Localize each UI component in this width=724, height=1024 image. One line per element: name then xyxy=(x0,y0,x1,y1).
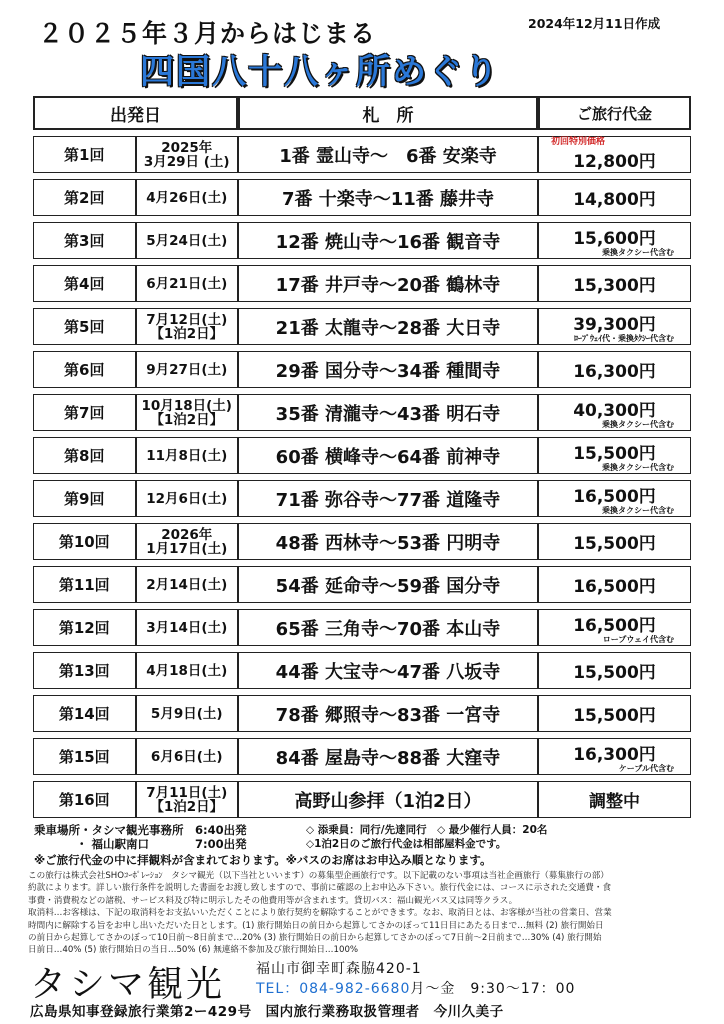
tour-price xyxy=(538,308,691,345)
trip-number: 第1回 xyxy=(33,136,136,173)
trip-number: 第16回 xyxy=(33,781,136,818)
schedule-table xyxy=(33,90,691,824)
date-line-2: 6月21日(土) xyxy=(146,275,228,292)
temple-range: 1番 霊山寺～ 6番 安楽寺 xyxy=(238,136,538,173)
header-subtitle: ２０２５年３月からはじまる xyxy=(38,19,377,48)
departure-date xyxy=(136,222,239,259)
price-value: 16,500円 xyxy=(573,577,656,597)
temple-range: 44番 大宝寺～47番 八坂寺 xyxy=(238,652,538,689)
date-line-1: 7月11日(土) xyxy=(146,784,228,801)
tour-price xyxy=(538,695,691,732)
table-row xyxy=(33,179,691,216)
tour-price xyxy=(538,609,691,646)
departure-date xyxy=(136,738,239,775)
temple-range: 高野山参拝（1泊2日） xyxy=(238,781,538,818)
price-value: 16,500円 xyxy=(573,616,656,636)
price-note: 乗換タクシー代含む xyxy=(602,248,674,257)
date-line-2: 5月24日(土) xyxy=(146,232,228,249)
temple-range: 48番 西林寺～53番 円明寺 xyxy=(238,523,538,560)
price-value: 15,500円 xyxy=(573,444,656,464)
price-note: ※ご旅行代金の中に拝観料が含まれております。※バスのお席はお申込み順となります。 xyxy=(34,853,492,867)
price-value: 15,500円 xyxy=(573,534,656,554)
terms-line: 事費・消費税などの諸税、サービス料及び特に明示したその他費用等が含まれます。貸切バス：福山観光バス又は同等クラス。 xyxy=(28,895,518,906)
tour-price xyxy=(538,652,691,689)
pickup-line1: 乗車場所・タシマ観光事務所 6:40出発 xyxy=(34,823,247,837)
trip-number: 第14回 xyxy=(33,695,136,732)
departure-date xyxy=(136,695,239,732)
temple-range: 29番 国分寺～34番 種間寺 xyxy=(238,351,538,388)
tour-price xyxy=(538,179,691,216)
terms-line: の前日から起算してさかのぼって10日前～8日前まで…20% (3) 旅行開始日の前日から起算してさかのぼって7日前～2日前まで…30% (4) 旅行開始 xyxy=(28,933,602,944)
table-row xyxy=(33,738,691,775)
terms-line: 日前日…40% (5) 旅行開始日の当日…50% (6) 無連絡不参加及び旅行開始日…100% xyxy=(28,945,359,956)
trip-number: 第15回 xyxy=(33,738,136,775)
company-name: タシマ観光 xyxy=(30,964,226,1005)
header-temples: 札 所 xyxy=(238,96,538,130)
trip-number: 第7回 xyxy=(33,394,136,431)
trip-number: 第2回 xyxy=(33,179,136,216)
temple-range: 60番 横峰寺～64番 前神寺 xyxy=(238,437,538,474)
date-line-2: 【1泊2日】 xyxy=(150,798,224,815)
trip-number: 第3回 xyxy=(33,222,136,259)
date-line-1: 2025年 xyxy=(161,139,213,156)
temple-range: 35番 清瀧寺～43番 明石寺 xyxy=(238,394,538,431)
trip-number: 第5回 xyxy=(33,308,136,345)
price-value: 12,800円 xyxy=(573,152,656,172)
tour-price xyxy=(538,136,691,173)
terms-line: 取消料…お客様は、下記の取消料をお支払いいただくことにより旅行契約を解除することができます。なお、取消日とは、お客様が当社の営業日、営業 xyxy=(28,908,612,919)
temple-range: 12番 焼山寺～16番 観音寺 xyxy=(238,222,538,259)
pickup-line2: ・ 福山駅南口 7:00出発 xyxy=(76,837,247,851)
price-value: 16,300円 xyxy=(573,362,656,382)
temple-range: 17番 井戸寺～20番 鶴林寺 xyxy=(238,265,538,302)
tour-price xyxy=(538,781,691,818)
temple-range: 54番 延命寺～59番 国分寺 xyxy=(238,566,538,603)
price-note: ﾛｰﾌﾟｳｪｲ代・乗換ﾀｸｼｰ代含む xyxy=(574,334,674,343)
price-note: 乗換タクシー代含む xyxy=(602,506,674,515)
departure-date xyxy=(136,781,239,818)
date-line-2: 4月26日(土) xyxy=(146,189,228,206)
table-row xyxy=(33,609,691,646)
table-row xyxy=(33,652,691,689)
terms-line: 約款によります。詳しい旅行条件を説明した書面をお渡し致しますので、事前に確認の上お申込み下さい。旅行代金には、コースに示された交通費・食 xyxy=(28,883,612,894)
price-value: 40,300円 xyxy=(573,401,656,421)
date-line-2: 【1泊2日】 xyxy=(150,411,224,428)
departure-date xyxy=(136,179,239,216)
departure-date xyxy=(136,523,239,560)
page-title: 四国八十八ヶ所めぐり xyxy=(140,52,500,92)
created-date: 2024年12月11日作成 xyxy=(528,16,661,31)
table-row xyxy=(33,566,691,603)
temple-range: 21番 太龍寺～28番 大日寺 xyxy=(238,308,538,345)
special-price-label: 初回特別価格 xyxy=(551,137,606,147)
table-row xyxy=(33,222,691,259)
table-row xyxy=(33,351,691,388)
tour-price xyxy=(538,566,691,603)
departure-date xyxy=(136,566,239,603)
tour-price xyxy=(538,265,691,302)
terms-line: 時間内に解除する旨をお申し出いただいた日とします。(1) 旅行開始日の前日から起算してさかのぼって11日目にあたる日まで…無料 (2) 旅行開始日 xyxy=(28,920,604,931)
tour-price xyxy=(538,351,691,388)
terms-line: この旅行は株式会社SHOｺｰﾎﾟﾚｰｼｮﾝ タシマ観光（以下当社といいます）の募集型企画旅行です。以下記載のない事項は当社企画旅行（募集旅行の部） xyxy=(28,871,609,881)
date-line-2: 6月6日(土) xyxy=(150,748,223,765)
table-row xyxy=(33,523,691,560)
tour-price xyxy=(538,738,691,775)
trip-number: 第6回 xyxy=(33,351,136,388)
trip-number: 第8回 xyxy=(33,437,136,474)
date-line-2: 4月18日(土) xyxy=(146,662,228,679)
table-header-row xyxy=(33,96,691,130)
tour-price xyxy=(538,437,691,474)
trip-number: 第11回 xyxy=(33,566,136,603)
date-line-2: 2月14日(土) xyxy=(146,576,228,593)
price-value: 調整中 xyxy=(589,792,640,812)
price-note: 乗換タクシー代含む xyxy=(602,463,674,472)
contact-line xyxy=(256,978,575,998)
tour-price xyxy=(538,394,691,431)
temple-range: 65番 三角寺～70番 本山寺 xyxy=(238,609,538,646)
trip-number: 第9回 xyxy=(33,480,136,517)
price-value: 16,300円 xyxy=(573,745,656,765)
price-note: ケーブル代含む xyxy=(618,764,674,773)
price-value: 15,500円 xyxy=(573,706,656,726)
departure-date xyxy=(136,394,239,431)
date-line-2: 3月29日 (土) xyxy=(143,153,230,170)
trip-number: 第10回 xyxy=(33,523,136,560)
price-value: 15,600円 xyxy=(573,229,656,249)
date-line-1: 2026年 xyxy=(161,526,213,543)
price-value: 39,300円 xyxy=(573,315,656,335)
table-row xyxy=(33,136,691,173)
table-row xyxy=(33,308,691,345)
price-note: ロープウェイ代含む xyxy=(602,635,674,644)
tour-price xyxy=(538,480,691,517)
departure-date xyxy=(136,652,239,689)
price-value: 14,800円 xyxy=(573,190,656,210)
temple-range: 84番 屋島寺～88番 大窪寺 xyxy=(238,738,538,775)
table-row xyxy=(33,480,691,517)
price-value: 16,500円 xyxy=(573,487,656,507)
header-departure: 出発日 xyxy=(33,96,238,130)
date-line-1: 7月12日(土) xyxy=(146,311,228,328)
date-line-2: 11月8日(土) xyxy=(146,447,228,464)
date-line-2: 9月27日(土) xyxy=(146,361,228,378)
departure-date xyxy=(136,609,239,646)
registration-line: 広島県知事登録旅行業第2ー429号 国内旅行業務取扱管理者 今川久美子 xyxy=(30,1004,504,1020)
table-row xyxy=(33,437,691,474)
date-line-2: 5月9日(土) xyxy=(150,705,223,722)
departure-date xyxy=(136,308,239,345)
temple-range: 7番 十楽寺～11番 藤井寺 xyxy=(238,179,538,216)
trip-number: 第4回 xyxy=(33,265,136,302)
tour-price xyxy=(538,523,691,560)
price-value: 15,300円 xyxy=(573,276,656,296)
temple-range: 71番 弥谷寺～77番 道隆寺 xyxy=(238,480,538,517)
trip-number: 第13回 xyxy=(33,652,136,689)
date-line-2: 12月6日(土) xyxy=(146,490,228,507)
date-line-1: 10月18日(土) xyxy=(141,397,232,414)
terms-text xyxy=(28,870,696,957)
table-row xyxy=(33,265,691,302)
pickup-line2-right: ◇1泊2日のご旅行代金は相部屋料金です。 xyxy=(306,838,507,850)
header-price: ご旅行代金 xyxy=(538,96,691,130)
phone-number[interactable]: TEL：084-982-6680 xyxy=(256,981,411,997)
tour-price xyxy=(538,222,691,259)
date-line-2: 1月17日(土) xyxy=(146,540,228,557)
departure-date xyxy=(136,265,239,302)
table-row xyxy=(33,695,691,732)
departure-date xyxy=(136,136,239,173)
price-value: 15,500円 xyxy=(573,663,656,683)
temple-range: 78番 郷照寺～83番 一宮寺 xyxy=(238,695,538,732)
departure-date xyxy=(136,437,239,474)
date-line-2: 3月14日(土) xyxy=(146,619,228,636)
price-note: 乗換タクシー代含む xyxy=(602,420,674,429)
company-address: 福山市御幸町森脇420-1 xyxy=(256,961,422,977)
departure-date xyxy=(136,480,239,517)
departure-date xyxy=(136,351,239,388)
table-row xyxy=(33,781,691,818)
date-line-2: 【1泊2日】 xyxy=(150,325,224,342)
table-row xyxy=(33,394,691,431)
pickup-line1-right: ◇ 添乗員：同行/先達同行 ◇ 最少催行人員：20名 xyxy=(306,824,548,836)
trip-number: 第12回 xyxy=(33,609,136,646)
business-hours: 月～金 9:30～17：00 xyxy=(410,981,576,997)
